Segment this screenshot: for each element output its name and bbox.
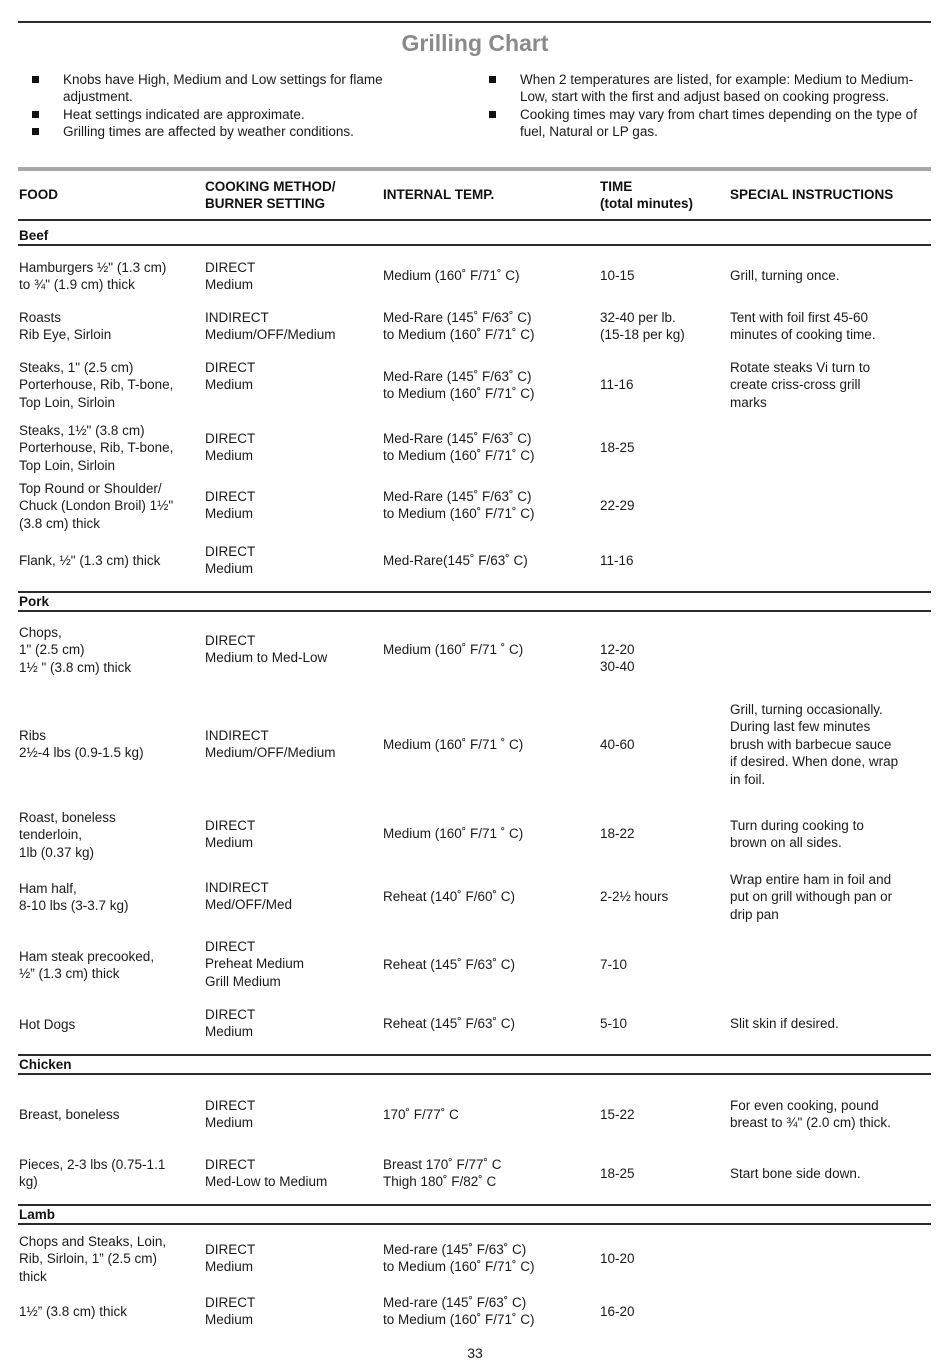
cell-special: Tent with foil first 45-60 minutes of cooking time. — [730, 310, 876, 343]
cell-food: Steaks, 1½" (3.8 cm) Porterhouse, Rib, T-bone, Top Loin, Sirloin — [19, 423, 174, 473]
column-header-food: FOOD — [19, 187, 58, 202]
cell-time: 18-25 — [600, 440, 635, 455]
cell-food: Chops and Steaks, Loin, Rib, Sirloin, 1” (2.5 cm) thick — [19, 1234, 167, 1284]
section-title-lamb: Lamb — [19, 1207, 56, 1222]
column-header-special: SPECIAL INSTRUCTIONS — [730, 187, 894, 202]
cell-time: 7-10 — [600, 957, 628, 972]
square-bullet-icon — [489, 76, 496, 83]
cell-method: DIRECT Medium — [205, 818, 256, 851]
cell-method: DIRECT Med-Low to Medium — [205, 1157, 328, 1190]
square-bullet-icon — [32, 128, 39, 135]
cell-food: Ham steak precooked, ½” (1.3 cm) thick — [19, 949, 155, 982]
cell-method: DIRECT Medium — [205, 489, 256, 522]
section-title-beef: Beef — [19, 228, 49, 243]
note-item — [487, 106, 927, 141]
page-number: 33 — [467, 1345, 483, 1361]
cell-temp: Medium (160˚ F/71 ˚ C) — [383, 737, 524, 752]
cell-method: DIRECT Medium — [205, 360, 256, 393]
cell-food: Breast, boneless — [19, 1107, 120, 1122]
section-rule — [18, 1204, 931, 1206]
cell-time: 18-25 — [600, 1166, 635, 1181]
square-bullet-icon — [489, 111, 496, 118]
notes-right — [487, 71, 927, 141]
cell-method: DIRECT Medium — [205, 1098, 256, 1131]
cell-method: DIRECT Medium — [205, 1242, 256, 1275]
cell-food: 1½” (3.8 cm) thick — [19, 1304, 128, 1319]
section-rule — [18, 244, 931, 246]
cell-special: Start bone side down. — [730, 1166, 861, 1181]
section-rule — [18, 1054, 931, 1056]
cell-time: 18-22 — [600, 826, 635, 841]
cell-temp: Medium (160˚ F/71 ˚ C) — [383, 642, 524, 657]
cell-special: Wrap entire ham in foil and put on grill withough pan or drip pan — [730, 872, 893, 922]
cell-time: 5-10 — [600, 1016, 628, 1031]
cell-temp: Med-Rare (145˚ F/63˚ C) to Medium (160˚ F/71˚ C) — [383, 369, 535, 402]
cell-temp: Reheat (145˚ F/63˚ C) — [383, 957, 516, 972]
cell-special: Grill, turning once. — [730, 268, 840, 283]
cell-method: DIRECT Medium to Med-Low — [205, 633, 328, 666]
section-rule — [18, 1073, 931, 1075]
cell-time: 10-15 — [600, 268, 635, 283]
cell-food: Roast, boneless tenderloin, 1lb (0.37 kg) — [19, 810, 116, 860]
cell-food: Steaks, 1" (2.5 cm) Porterhouse, Rib, T-bone, Top Loin, Sirloin — [19, 360, 174, 410]
page-title: Grilling Chart — [401, 30, 549, 56]
cell-temp: Reheat (145˚ F/63˚ C) — [383, 1016, 516, 1031]
cell-time: 40-60 — [600, 737, 635, 752]
cell-method: INDIRECT Medium/OFF/Medium — [205, 728, 336, 761]
section-rule — [18, 591, 931, 593]
cell-special: Grill, turning occasionally. During last few minutes brush with barbecue sauce if desired. When done, wrap in foil. — [730, 702, 899, 787]
cell-time: 2-2½ hours — [600, 889, 669, 904]
cell-temp: Breast 170˚ F/77˚ C Thigh 180˚ F/82˚ C — [383, 1157, 502, 1190]
header-bottom-rule — [18, 219, 931, 221]
column-header-method: COOKING METHOD/ BURNER SETTING — [205, 179, 336, 212]
top-rule — [18, 21, 931, 23]
cell-food: Chops, 1" (2.5 cm) 1½ " (3.8 cm) thick — [19, 625, 132, 675]
note-item — [487, 71, 927, 106]
cell-time: 15-22 — [600, 1107, 635, 1122]
cell-food: Ribs 2½-4 lbs (0.9-1.5 kg) — [19, 728, 144, 761]
note-item — [30, 106, 450, 123]
cell-temp: Med-rare (145˚ F/63˚ C) to Medium (160˚ F/71˚ C) — [383, 1295, 535, 1328]
cell-special: Turn during cooking to brown on all sides. — [730, 818, 864, 851]
cell-special: Slit skin if desired. — [730, 1016, 839, 1031]
cell-temp: Reheat (140˚ F/60˚ C) — [383, 889, 516, 904]
column-header-temp: INTERNAL TEMP. — [383, 187, 495, 202]
cell-food: Roasts Rib Eye, Sirloin — [19, 310, 112, 343]
cell-food: Top Round or Shoulder/ Chuck (London Broil) 1½" (3.8 cm) thick — [19, 481, 174, 531]
cell-temp: Med-Rare (145˚ F/63˚ C) to Medium (160˚ F/71˚ C) — [383, 489, 535, 522]
note-text: Heat settings indicated are approximate. — [63, 106, 305, 122]
cell-time: 10-20 — [600, 1251, 635, 1266]
cell-food: Hot Dogs — [19, 1017, 76, 1032]
cell-temp: Medium (160˚ F/71˚ C) — [383, 268, 520, 283]
cell-method: DIRECT Medium — [205, 431, 256, 464]
cell-temp: Med-Rare (145˚ F/63˚ C) to Medium (160˚ F/71˚ C) — [383, 310, 535, 343]
note-text: Grilling times are affected by weather conditions. — [63, 124, 354, 140]
cell-time: 32-40 per lb. (15-18 per kg) — [600, 310, 685, 343]
cell-method: DIRECT Medium — [205, 260, 256, 293]
cell-special: For even cooking, pound breast to ¾" (2.0 cm) thick. — [730, 1098, 891, 1131]
cell-food: Pieces, 2-3 lbs (0.75-1.1 kg) — [19, 1157, 166, 1190]
notes-left — [30, 71, 450, 141]
note-item — [30, 71, 450, 106]
section-rule — [18, 1223, 931, 1225]
cell-temp: Med-Rare(145˚ F/63˚ C) — [383, 553, 528, 568]
header-top-rule — [18, 167, 931, 171]
cell-time: 22-29 — [600, 498, 635, 513]
cell-method: INDIRECT Medium/OFF/Medium — [205, 310, 336, 343]
cell-temp: Med-rare (145˚ F/63˚ C) to Medium (160˚ F/71˚ C) — [383, 1242, 535, 1275]
note-item — [30, 123, 450, 140]
cell-method: DIRECT Preheat Medium Grill Medium — [205, 939, 305, 989]
cell-method: DIRECT Medium — [205, 1007, 256, 1040]
cell-temp: 170˚ F/77˚ C — [383, 1107, 459, 1122]
cell-method: DIRECT Medium — [205, 1295, 256, 1328]
section-title-chicken: Chicken — [19, 1057, 72, 1072]
square-bullet-icon — [32, 111, 39, 118]
cell-method: INDIRECT Med/OFF/Med — [205, 880, 293, 913]
cell-method: DIRECT Medium — [205, 544, 256, 577]
cell-time: 12-20 30-40 — [600, 642, 635, 675]
section-rule — [18, 610, 931, 612]
cell-food: Hamburgers ½" (1.3 cm) to ¾" (1.9 cm) thick — [19, 260, 167, 293]
cell-food: Flank, ½" (1.3 cm) thick — [19, 553, 161, 568]
note-text: Knobs have High, Medium and Low settings for flame adjustment. — [63, 72, 383, 105]
note-text: When 2 temperatures are listed, for example: Medium to Medium-Low, start with the first and adjust based on cooking progress. — [520, 72, 914, 105]
note-text: Cooking times may vary from chart times depending on the type of fuel, Natural or LP gas. — [520, 106, 917, 140]
cell-time: 11-16 — [600, 377, 634, 392]
cell-temp: Medium (160˚ F/71 ˚ C) — [383, 826, 524, 841]
section-title-pork: Pork — [19, 594, 50, 609]
cell-special: Rotate steaks Vi turn to create criss-cross grill marks — [730, 360, 871, 410]
cell-temp: Med-Rare (145˚ F/63˚ C) to Medium (160˚ F/71˚ C) — [383, 431, 535, 464]
cell-time: 16-20 — [600, 1304, 635, 1319]
column-header-time: TIME (total minutes) — [600, 179, 693, 212]
cell-time: 11-16 — [600, 553, 634, 568]
cell-food: Ham half, 8-10 lbs (3-3.7 kg) — [19, 881, 129, 914]
square-bullet-icon — [32, 76, 39, 83]
